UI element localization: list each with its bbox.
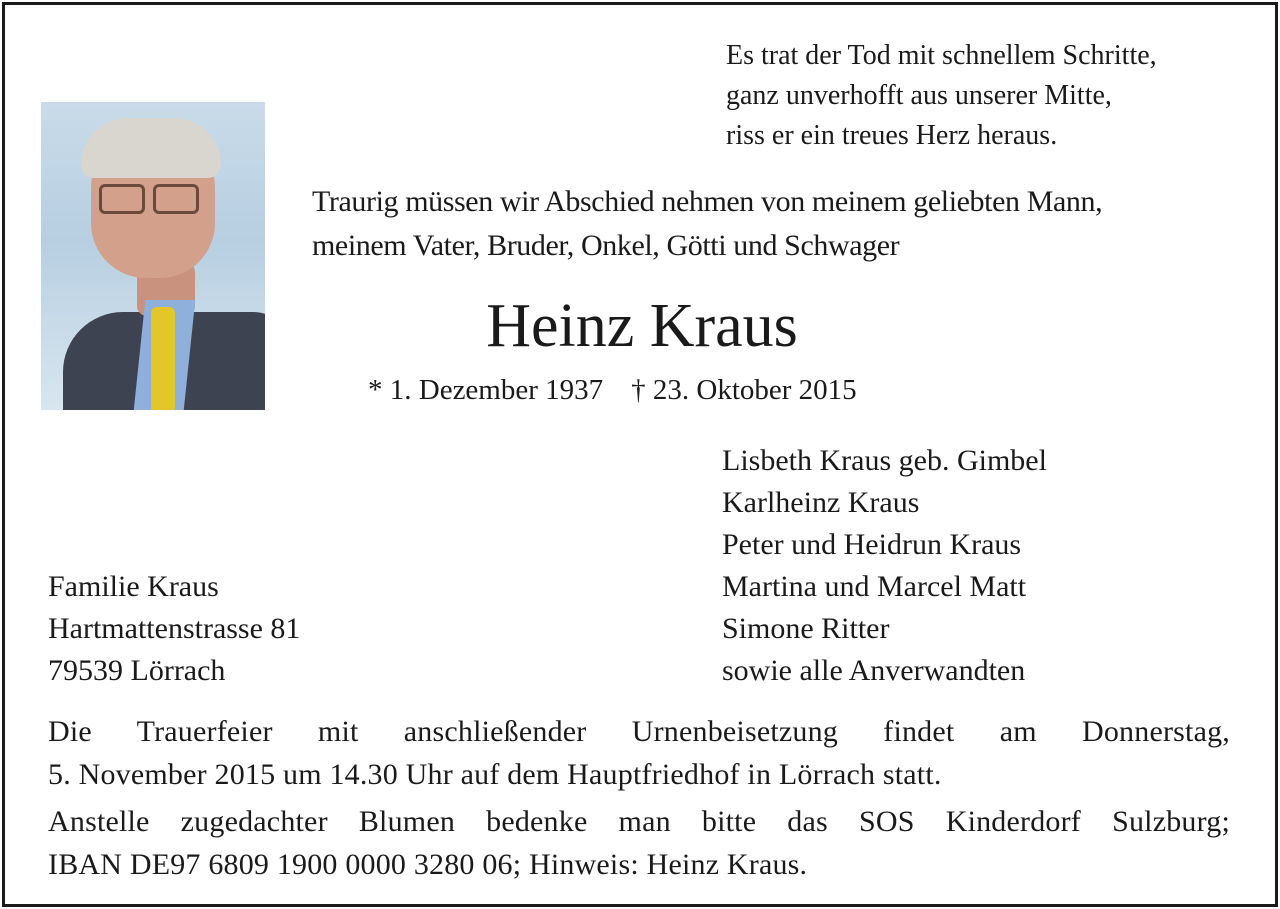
poem xyxy=(726,36,1157,156)
mourner: sowie alle Anverwandten xyxy=(722,654,1026,687)
ceremony-line: 5. November 2015 um 14.30 Uhr auf dem Hauptfriedhof in Lörrach statt. xyxy=(48,758,942,791)
poem-line: Es trat der Tod mit schnellem Schritte, xyxy=(726,40,1157,71)
life-dates xyxy=(368,372,857,408)
mourner: Simone Ritter xyxy=(722,612,890,645)
intro-text xyxy=(312,180,1102,268)
mourner: Peter und Heidrun Kraus xyxy=(722,528,1022,561)
poem-line: riss er ein treues Herz heraus. xyxy=(726,120,1058,151)
address-line: Hartmattenstrasse 81 xyxy=(48,612,301,645)
deceased-name-text: Heinz Kraus xyxy=(486,292,798,360)
deceased-name xyxy=(0,290,1280,362)
mourner: Lisbeth Kraus geb. Gimbel xyxy=(722,444,1047,477)
address-line: 79539 Lörrach xyxy=(48,654,226,687)
mourner: Karlheinz Kraus xyxy=(722,486,920,519)
donation-line: Anstelle zugedachter Blumen bedenke man bitte das SOS Kinderdorf Sulzburg; xyxy=(48,805,1230,838)
family-address xyxy=(48,566,300,692)
donation-line: IBAN DE97 6809 1900 0000 3280 06; Hinweis: Heinz Kraus. xyxy=(48,848,808,881)
birth-date: * 1. Dezember 1937 xyxy=(368,374,604,406)
death-date: † 23. Oktober 2015 xyxy=(631,374,857,406)
intro-line: Traurig müssen wir Abschied nehmen von meinem geliebten Mann, xyxy=(312,185,1103,218)
donation-info xyxy=(48,800,1230,886)
address-line: Familie Kraus xyxy=(48,570,219,603)
poem-line: ganz unverhofft aus unserer Mitte, xyxy=(726,80,1112,111)
mourner: Martina und Marcel Matt xyxy=(722,570,1027,603)
ceremony-line: Die Trauerfeier mit anschließender Urnenbeisetzung findet am Donnerstag, xyxy=(48,715,1230,748)
portrait-photo xyxy=(41,102,265,410)
mourners-list xyxy=(722,440,1047,692)
intro-line: meinem Vater, Bruder, Onkel, Götti und Schwager xyxy=(312,229,900,262)
ceremony-info xyxy=(48,710,1230,796)
